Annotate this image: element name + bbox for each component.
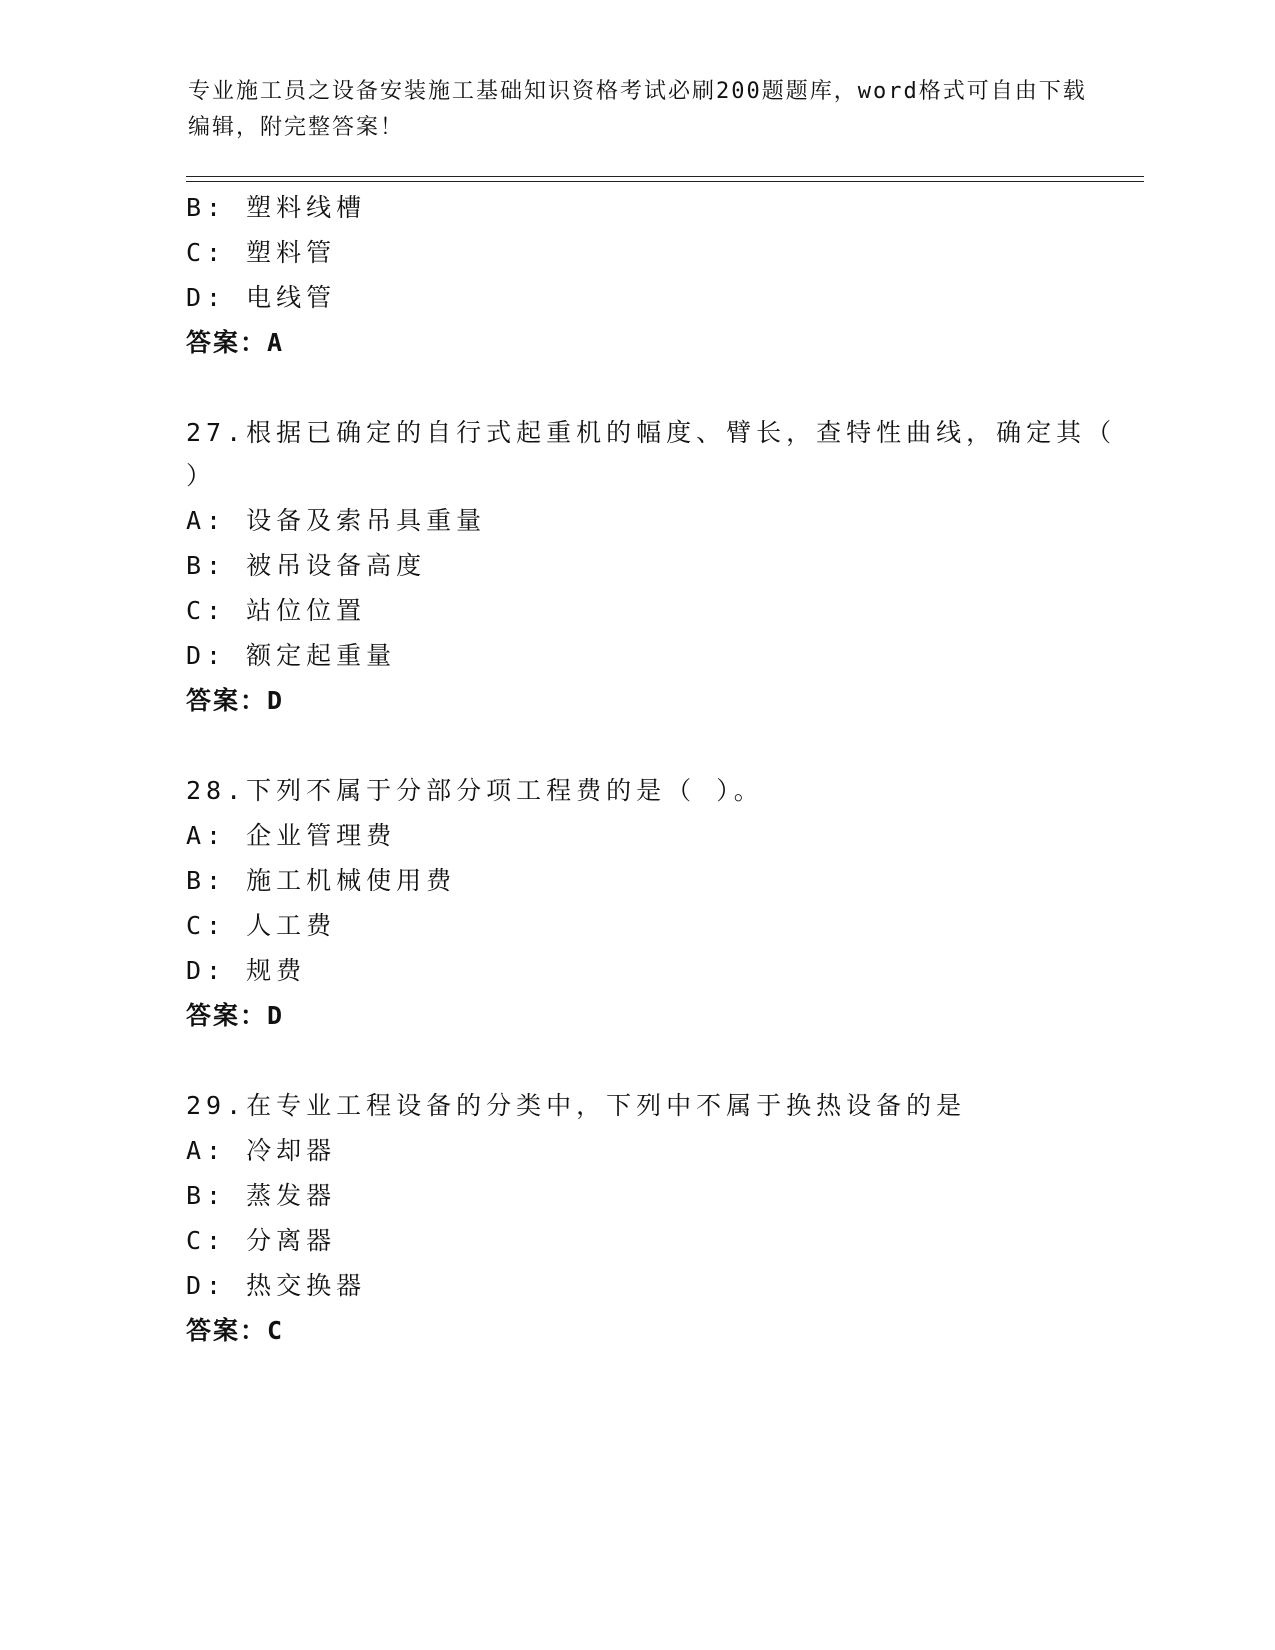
q28-option-a: A: 企业管理费 bbox=[186, 821, 397, 850]
q28-option-c: C: 人工费 bbox=[186, 911, 337, 940]
q27-option-c: C: 站位位置 bbox=[186, 596, 367, 625]
q28-answer: 答案：D bbox=[186, 1001, 285, 1030]
q28-option-d: D: 规费 bbox=[186, 956, 307, 985]
q29-option-c: C: 分离器 bbox=[186, 1226, 337, 1255]
q27-option-d: D: 额定起重量 bbox=[186, 641, 397, 670]
q27-answer: 答案：D bbox=[186, 686, 285, 715]
q26-answer: 答案：A bbox=[186, 328, 285, 357]
q29-option-d: D: 热交换器 bbox=[186, 1271, 367, 1300]
q26-option-d: D: 电线管 bbox=[186, 283, 337, 312]
q28-option-b: B: 施工机械使用费 bbox=[186, 866, 457, 895]
header-rule-top bbox=[186, 176, 1144, 177]
q27-question-line2: ） bbox=[186, 461, 217, 490]
q27-option-b: B: 被吊设备高度 bbox=[186, 551, 427, 580]
q29-question: 29.在专业工程设备的分类中，下列中不属于换热设备的是 bbox=[186, 1091, 967, 1120]
q29-answer: 答案：C bbox=[186, 1316, 285, 1345]
header-rule-bottom bbox=[186, 181, 1144, 182]
q27-option-a: A: 设备及索吊具重量 bbox=[186, 506, 487, 535]
q26-option-b: B: 塑料线槽 bbox=[186, 193, 367, 222]
q27-question-line1: 27.根据已确定的自行式起重机的幅度、臂长，查特性曲线，确定其（ bbox=[186, 418, 1117, 447]
q26-option-c: C: 塑料管 bbox=[186, 238, 337, 267]
document-header: 专业施工员之设备安装施工基础知识资格考试必刷200题题库，word格式可自由下载编辑，附完整答案！ bbox=[188, 79, 1087, 140]
q29-option-a: A: 冷却器 bbox=[186, 1136, 337, 1165]
q29-option-b: B: 蒸发器 bbox=[186, 1181, 337, 1210]
q28-question: 28.下列不属于分部分项工程费的是（ ）。 bbox=[186, 776, 764, 805]
